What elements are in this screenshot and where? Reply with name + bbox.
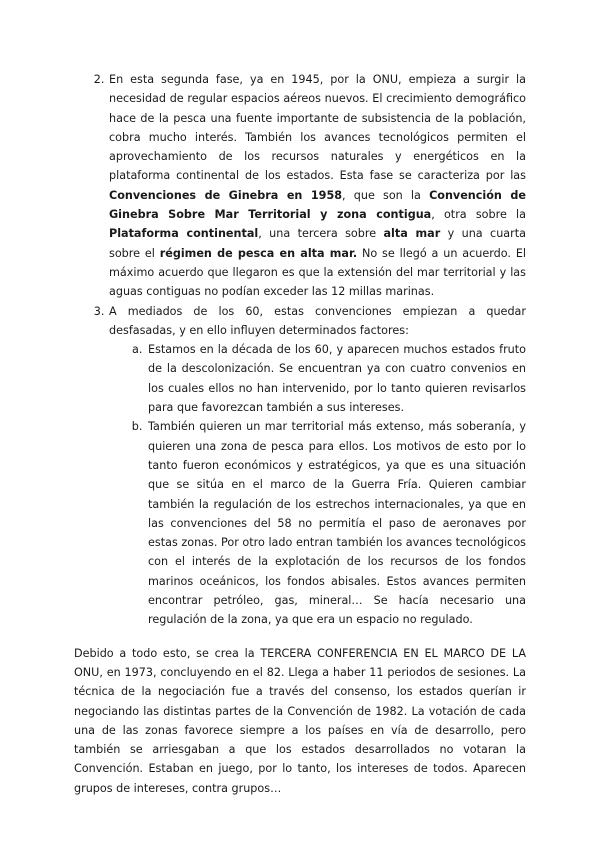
- item-2-text-4: , una tercera sobre: [258, 227, 384, 241]
- item-2-bold-regimen-pesca: régimen de pesca en alta mar.: [159, 246, 358, 260]
- sublist-item-b: [146, 417, 526, 629]
- item-2-bold-ginebra-1958: Convenciones de Ginebra en 1958: [109, 188, 343, 202]
- numbered-list: [74, 70, 526, 630]
- lettered-sublist: [109, 340, 526, 629]
- closing-paragraph: Debido a todo esto, se crea la TERCERA CONFERENCIA EN EL MARCO DE LA ONU, en 1973, concluyendo en el 82. Llega a haber 11 periodos de sesiones. La técnica de la negociación fue a través del consenso, los estados querían ir negociando las distintas partes de la Convención de 1982. La votación de cada una de las zonas favorece siempre a los países en vía de desarrollo, pero también se arriesgaban a que los estados desarrollados no votaran la Convención. Estaban en juego, por lo tanto, los intereses de todos. Aparecen grupos de intereses, contra grupos…: [74, 646, 526, 795]
- item-2-text-2: , que son la: [342, 188, 430, 202]
- item-2-bold-plataforma: Plataforma continental: [109, 227, 259, 241]
- sublist-item-a: [146, 340, 526, 417]
- item-2-text-5: y una cuarta sobre el: [109, 227, 526, 260]
- item-b-text: También quieren un mar territorial más extenso, más soberanía, y quieren una zona de pesca para ellos. Los motivos de esto por lo tanto fueron económicos y estratégicos, ya que es una situación que se sitúa en el marco de la Guerra Fría. Quieren cambiar también la regulación de los estrechos internacionales, ya que en las convenciones del 58 no permitía el paso de aeronaves por estas zonas. Por otro lado entran también los avances tecnológicos con el interés de la explotación de los recursos de los fondos marinos oceánicos, los fondos abisales. Estos avances permiten encontrar petróleo, gas, mineral… Se hacía necesario una regulación de la zona, ya que era un espacio no regulado.: [148, 420, 526, 627]
- item-2-text-1: En esta segunda fase, ya en 1945, por la ONU, empieza a surgir la necesidad de regular espacios aéreos nuevos. El crecimiento demográfico hace de la pesca una fuente importante de subsistencia de la población, cobra mucho interés. También los avances tecnológicos permiten el aprovechamiento de los recursos naturales y energéticos en la plataforma continental de los estados. Esta fase se caracteriza por las: [109, 73, 526, 183]
- list-item-2: [108, 70, 526, 302]
- item-3-text: A mediados de los 60, estas convenciones empiezan a quedar desfasadas, y en ello influyen determinados factores:: [109, 304, 526, 337]
- item-a-text: Estamos en la década de los 60, y aparecen muchos estados fruto de la descolonización. Se encuentran ya con cuatro convenios en los cuales ellos no han intervenido, por lo tanto quieren revisarlos para que favorezcan también a sus intereses.: [148, 343, 526, 415]
- item-2-bold-alta-mar: alta mar: [383, 227, 441, 241]
- item-2-bold-mar-territorial: Convención de Ginebra Sobre Mar Territorial y zona contigua: [109, 188, 526, 222]
- item-2-text-6: No se llegó a un acuerdo. El máximo acuerdo que llegaron es que la extensión del mar territorial y las aguas contiguas no podían exceder las 12 millas marinas.: [109, 246, 527, 299]
- list-item-3: [108, 302, 526, 630]
- item-2-text-3: , otra sobre la: [431, 208, 526, 222]
